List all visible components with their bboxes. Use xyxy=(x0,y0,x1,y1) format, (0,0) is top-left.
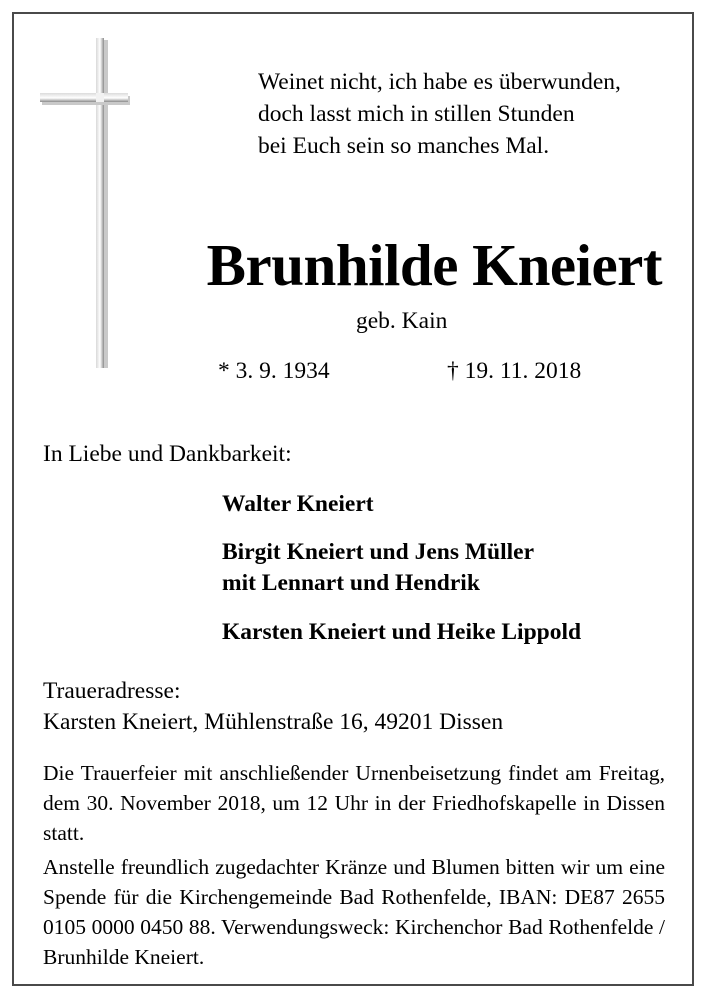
poem-line: bei Euch sein so manches Mal. xyxy=(258,133,550,159)
address-value: Karsten Kneiert, Mühlenstraße 16, 49201 Dissen xyxy=(43,709,504,735)
mourner-entry: mit Lennart und Hendrik xyxy=(222,570,480,596)
maiden-name: geb. Kain xyxy=(356,308,448,334)
memorial-poem xyxy=(258,66,621,162)
death-date: † 19. 11. 2018 xyxy=(447,358,582,384)
mourner-entry: Birgit Kneiert und Jens Müller xyxy=(222,539,535,565)
poem-line: Weinet nicht, ich habe es überwunden, xyxy=(258,69,621,95)
mourners-intro: In Liebe und Dankbarkeit: xyxy=(43,441,292,467)
poem-line: doch lasst mich in stillen Stunden xyxy=(258,101,575,127)
deceased-name: Brunhilde Kneiert xyxy=(206,232,662,298)
address-label: Traueradresse: xyxy=(43,678,181,704)
mourner-entry: Walter Kneiert xyxy=(222,491,374,517)
donation-paragraph: Anstelle freundlich zugedachter Kränze und Blumen bitten wir um eine Spende für die Kirchengemeinde Bad Rothenfelde, IBAN: DE87 2655 0105 0000 0450 88. Verwendungsweck: Kirchenchor Bad Rothenfelde / Brunhilde Kneiert. xyxy=(43,855,665,969)
ceremony-paragraph: Die Trauerfeier mit anschließender Urnenbeisetzung findet am Freitag, dem 30. November 2018, um 12 Uhr in der Friedhofskapelle in Dissen statt. xyxy=(43,761,665,845)
birth-date: * 3. 9. 1934 xyxy=(218,358,330,384)
mourner-entry: Karsten Kneiert und Heike Lippold xyxy=(222,619,582,645)
mourning-address xyxy=(43,676,503,738)
cross-icon xyxy=(40,38,130,370)
